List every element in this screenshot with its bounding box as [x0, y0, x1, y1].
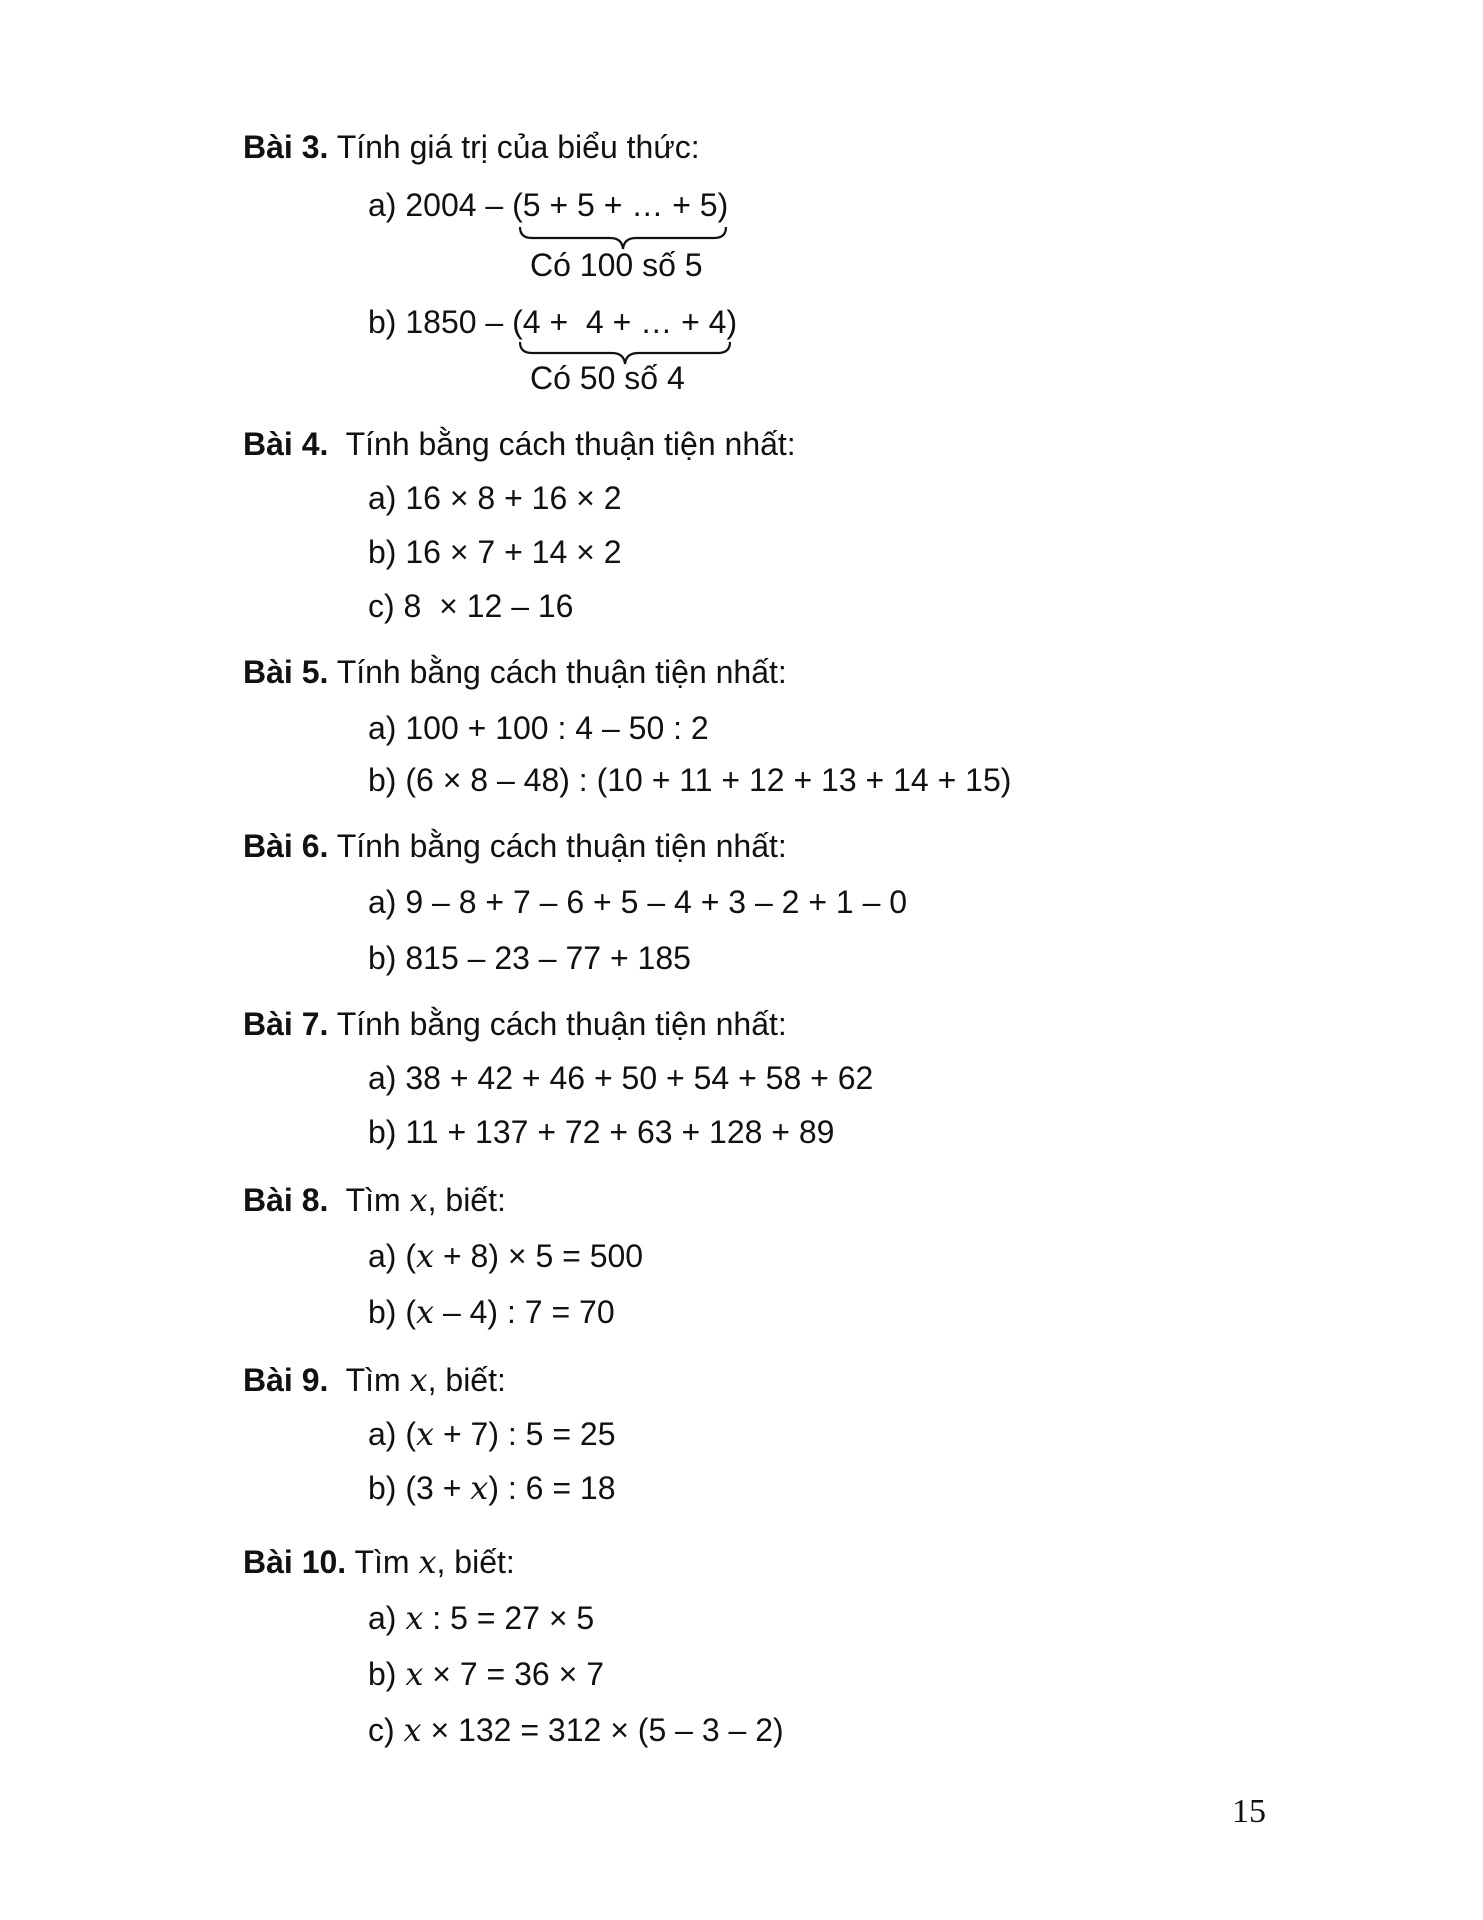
bai8-b-pre: b) (	[368, 1294, 416, 1330]
bai3-a-note: Có 100 số 5	[530, 247, 703, 283]
bai7-label: Bài 7.	[243, 1006, 329, 1042]
bai10-a-post: : 5 = 27 × 5	[423, 1600, 595, 1636]
bai5-label: Bài 5.	[243, 654, 329, 690]
bai4-c: c) 8 × 12 – 16	[368, 588, 574, 624]
bai8-a-pre: a) (	[368, 1238, 416, 1274]
bai10-text-post: , biết:	[436, 1544, 515, 1580]
bai5-heading	[243, 652, 787, 692]
bai7-b: b) 11 + 137 + 72 + 63 + 128 + 89	[368, 1114, 835, 1150]
bai9-text-pre: Tìm	[328, 1362, 410, 1398]
bai3-b-note: Có 50 số 4	[530, 360, 685, 396]
bai4-b: b) 16 × 7 + 14 × 2	[368, 534, 622, 570]
bai6-label: Bài 6.	[243, 828, 329, 864]
variable-x: x	[409, 1181, 428, 1219]
bai3-b	[368, 302, 737, 342]
bai10-b-pre: b)	[368, 1656, 406, 1692]
bai10-a	[368, 1598, 594, 1638]
bai4-label: Bài 4.	[243, 426, 329, 462]
bai3-b-paren-close: )	[726, 304, 738, 340]
bai5-text: Tính bằng cách thuận tiện nhất:	[328, 654, 787, 690]
bai8-text-post: , biết:	[427, 1182, 506, 1218]
variable-x: x	[416, 1415, 435, 1453]
bai4-heading	[243, 424, 796, 464]
bai10-b	[368, 1654, 604, 1694]
bai7-a: a) 38 + 42 + 46 + 50 + 54 + 58 + 62	[368, 1060, 874, 1096]
bai8-a-post: + 8) × 5 = 500	[434, 1238, 644, 1274]
bai8-label: Bài 8.	[243, 1182, 329, 1218]
bai9-a-post: + 7) : 5 = 25	[434, 1416, 616, 1452]
bai5-b: b) (6 × 8 – 48) : (10 + 11 + 12 + 13 + 14 + 15)	[368, 762, 1012, 798]
bai9-b	[368, 1468, 616, 1508]
bai9-heading	[243, 1360, 506, 1400]
bai8-heading	[243, 1180, 506, 1220]
bai9-label: Bài 9.	[243, 1362, 329, 1398]
bai9-text-post: , biết:	[427, 1362, 506, 1398]
variable-x: x	[409, 1361, 428, 1399]
bai4-text: Tính bằng cách thuận tiện nhất:	[328, 426, 796, 462]
bai6-heading	[243, 826, 787, 866]
bai3-b-prefix: b) 1850 –	[368, 304, 513, 340]
bai8-text-pre: Tìm	[328, 1182, 410, 1218]
bai3-b-paren-open: (	[512, 304, 523, 340]
variable-x: x	[405, 1599, 424, 1637]
bai9-b-post: ) : 6 = 18	[488, 1470, 616, 1506]
variable-x: x	[403, 1711, 422, 1749]
bai3-a-prefix: a) 2004 –	[368, 187, 513, 223]
bai3-a-paren-close: )	[717, 187, 729, 223]
bai7-text: Tính bằng cách thuận tiện nhất:	[328, 1006, 787, 1042]
bai3-label: Bài 3.	[243, 129, 329, 165]
variable-x: x	[416, 1293, 435, 1331]
bai3-b-expr: 4 + 4 + … + 4	[522, 304, 727, 340]
bai3-a-paren-open: (	[512, 187, 523, 223]
bai9-a-pre: a) (	[368, 1416, 416, 1452]
bai7-heading	[243, 1004, 787, 1044]
bai3-text: Tính giá trị của biểu thức:	[328, 129, 700, 165]
bai6-b: b) 815 – 23 – 77 + 185	[368, 940, 691, 976]
bai10-label: Bài 10.	[243, 1544, 347, 1580]
page-number: 15	[1232, 1793, 1266, 1830]
bai10-heading	[243, 1542, 515, 1582]
bai8-b-post: – 4) : 7 = 70	[434, 1294, 615, 1330]
bai10-a-pre: a)	[368, 1600, 406, 1636]
bai10-c-pre: c)	[368, 1712, 404, 1748]
bai9-b-pre: b) (3 +	[368, 1470, 471, 1506]
bai4-a: a) 16 × 8 + 16 × 2	[368, 480, 622, 516]
bai6-a: a) 9 – 8 + 7 – 6 + 5 – 4 + 3 – 2 + 1 – 0	[368, 884, 908, 920]
bai10-text-pre: Tìm	[346, 1544, 419, 1580]
variable-x: x	[405, 1655, 424, 1693]
bai10-c	[368, 1710, 784, 1750]
variable-x: x	[418, 1543, 437, 1581]
bai8-a	[368, 1236, 643, 1276]
bai10-b-post: × 7 = 36 × 7	[423, 1656, 604, 1692]
bai3-a	[368, 185, 728, 225]
bai5-a: a) 100 + 100 : 4 – 50 : 2	[368, 710, 709, 746]
bai9-a	[368, 1414, 616, 1454]
variable-x: x	[470, 1469, 489, 1507]
bai3-heading	[243, 127, 700, 167]
bai6-text: Tính bằng cách thuận tiện nhất:	[328, 828, 787, 864]
variable-x: x	[416, 1237, 435, 1275]
bai8-b	[368, 1292, 615, 1332]
bai3-a-expr: 5 + 5 + … + 5	[522, 187, 718, 223]
bai10-c-post: × 132 = 312 × (5 – 3 – 2)	[421, 1712, 784, 1748]
